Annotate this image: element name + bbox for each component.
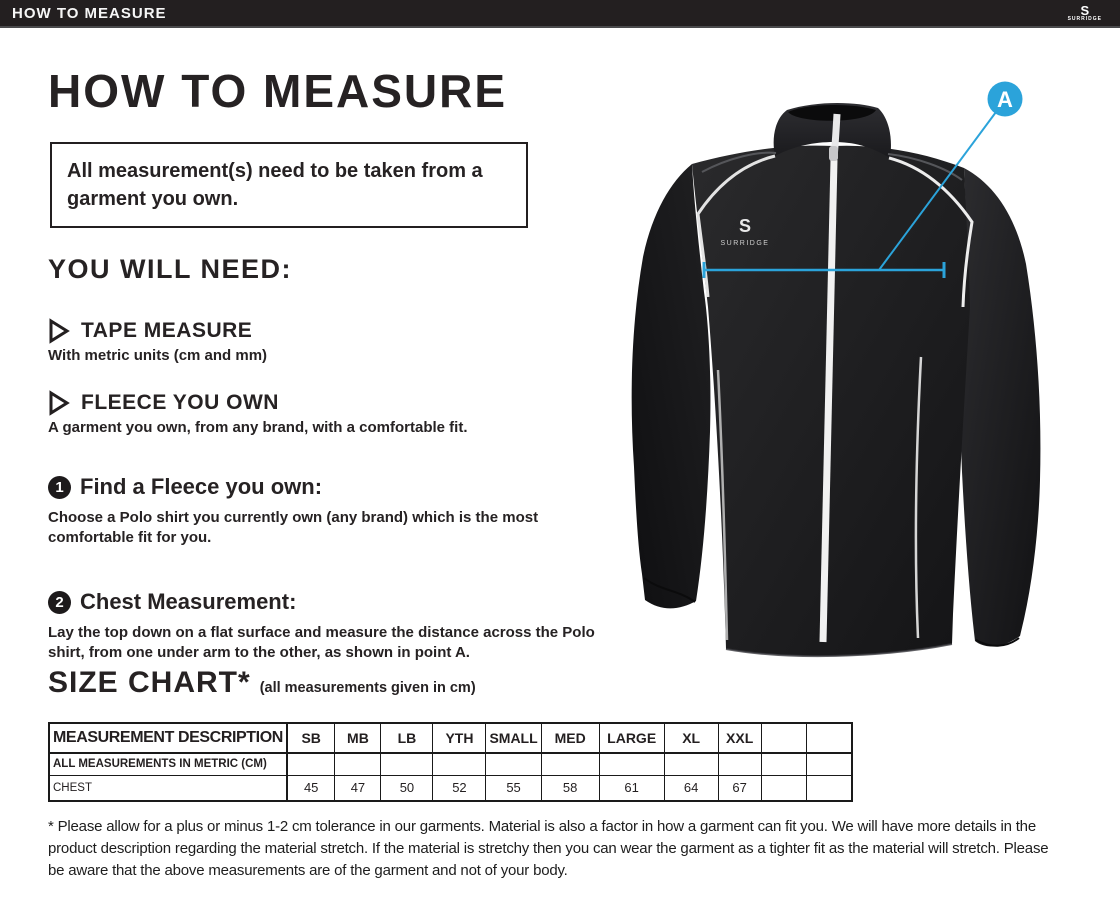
- col-XL: XL: [664, 723, 718, 753]
- step-title: Find a Fleece you own:: [80, 474, 323, 499]
- jacket-right-sleeve: [961, 168, 1040, 646]
- cell-value: [433, 753, 486, 775]
- cell-value: [718, 753, 761, 775]
- col-SMALL: SMALL: [486, 723, 541, 753]
- triangle-bullet-icon: [48, 318, 70, 344]
- size-chart-header: [48, 666, 476, 700]
- notice-text: All measurement(s) need to be taken from a garment you own.: [67, 160, 483, 210]
- cell-value: 47: [335, 775, 381, 801]
- footnote: * Please allow for a plus or minus 1-2 cm tolerance in our garments. Material is also a factor in how a garment can fit you. We will have more details in the product description regarding the material stretch. If the material is stretchy then you can wear the garment as a tighter fit as the material will stretch. Please be aware that the above measurements are of the garment and not of your body.: [48, 818, 1049, 879]
- col-LB: LB: [381, 723, 433, 753]
- chest-logo-wordmark: SURRIDGE: [720, 240, 770, 247]
- size-chart-title: SIZE CHART*: [48, 666, 251, 699]
- row-label: ALL MEASUREMENTS IN METRIC (CM): [49, 753, 287, 775]
- zipper-pull-icon: [829, 146, 838, 161]
- chest-logo-initial: S: [738, 216, 752, 236]
- cell-value: 50: [381, 775, 433, 801]
- step-description: Lay the top down on a flat surface and measure the distance across the Polo shirt, from one under arm to the other, as shown in point A.: [48, 624, 595, 661]
- cell-value: [664, 753, 718, 775]
- notice-box: [50, 142, 528, 228]
- top-bar: [0, 0, 1120, 28]
- cell-value: [541, 753, 599, 775]
- cell-value: [486, 753, 541, 775]
- surridge-logo-initial: S: [1080, 2, 1090, 18]
- col-SB: SB: [287, 723, 335, 753]
- marker-a-label: A: [997, 87, 1013, 112]
- need-item-label: TAPE MEASURE: [81, 319, 253, 342]
- table-row: [49, 753, 852, 775]
- step-title: Chest Measurement:: [80, 589, 297, 614]
- triangle-bullet-icon: [48, 390, 70, 416]
- surridge-logo-wordmark: SURRIDGE: [1067, 15, 1102, 22]
- col-MED: MED: [541, 723, 599, 753]
- need-item-fleece: [48, 390, 608, 436]
- page-title: HOW TO MEASURE: [48, 65, 508, 117]
- need-item-description: A garment you own, from any brand, with a comfortable fit.: [48, 419, 468, 436]
- need-item-tape-measure: [48, 318, 608, 364]
- need-item-description: With metric units (cm and mm): [48, 347, 268, 364]
- row-label: CHEST: [49, 775, 287, 801]
- top-bar-title: HOW TO MEASURE: [12, 4, 167, 22]
- table-row: [49, 775, 852, 801]
- col-empty-11: [806, 723, 852, 753]
- size-chart-subtitle: (all measurements given in cm): [259, 680, 476, 696]
- cell-value: [761, 753, 806, 775]
- cell-value: 52: [433, 775, 486, 801]
- cell-value: [381, 753, 433, 775]
- step-1: [48, 474, 600, 548]
- need-item-label: FLEECE YOU OWN: [81, 391, 279, 414]
- cell-value: 64: [664, 775, 718, 801]
- jacket-figure: [628, 52, 1118, 668]
- col-empty-10: [761, 723, 806, 753]
- cell-value: 55: [486, 775, 541, 801]
- cell-value: [599, 753, 664, 775]
- col-XXL: XXL: [718, 723, 761, 753]
- surridge-logo-icon: [1067, 2, 1102, 22]
- step-description: Choose a Polo shirt you currently own (any brand) which is the most comfortable fit for you.: [48, 509, 539, 546]
- jacket-illustration: [628, 52, 1118, 668]
- cell-value: [761, 775, 806, 801]
- cell-value: [806, 775, 852, 801]
- cell-value: 58: [541, 775, 599, 801]
- col-measurement-description: MEASUREMENT DESCRIPTION: [49, 723, 287, 753]
- you-will-need-title: YOU WILL NEED:: [48, 254, 293, 284]
- cell-value: 67: [718, 775, 761, 801]
- step-number-badge: 2: [48, 591, 71, 614]
- col-YTH: YTH: [433, 723, 486, 753]
- cell-value: [287, 753, 335, 775]
- col-MB: MB: [335, 723, 381, 753]
- step-2: [48, 589, 600, 663]
- step-number-badge: 1: [48, 476, 71, 499]
- size-chart-table: [48, 722, 853, 802]
- col-LARGE: LARGE: [599, 723, 664, 753]
- cell-value: 61: [599, 775, 664, 801]
- cell-value: 45: [287, 775, 335, 801]
- cell-value: [335, 753, 381, 775]
- cell-value: [806, 753, 852, 775]
